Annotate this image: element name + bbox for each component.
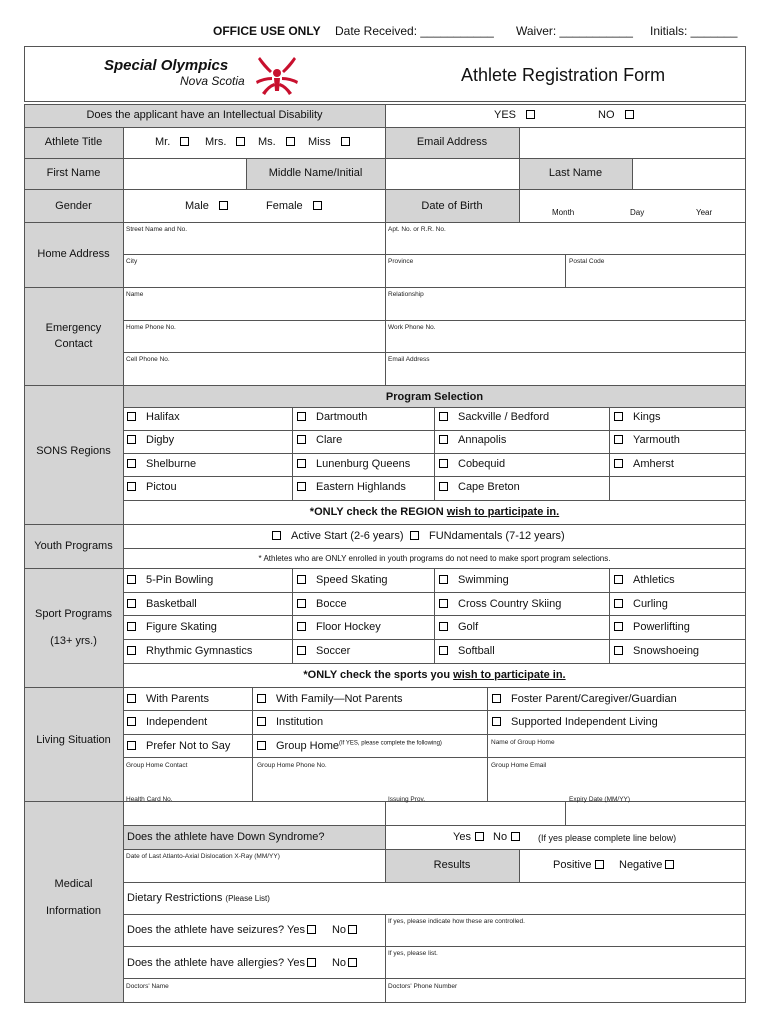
title-mr-option[interactable]: Mr. xyxy=(155,136,189,148)
checkbox[interactable] xyxy=(313,201,322,210)
sport-label: Athletics xyxy=(633,574,675,586)
down-note: (If yes please complete line below) xyxy=(538,833,677,843)
checkbox[interactable] xyxy=(614,622,623,631)
checkbox[interactable] xyxy=(219,201,228,210)
living-institution-option[interactable]: Institution xyxy=(257,716,323,728)
region-option[interactable] xyxy=(614,434,680,446)
checkbox[interactable] xyxy=(614,646,623,655)
intellectual-no-option[interactable]: NO xyxy=(598,109,634,121)
region-option[interactable] xyxy=(297,434,342,446)
athlete-title-label: Athlete Title xyxy=(44,136,103,148)
seizures-control-field[interactable]: If yes, please indicate how these are controlled. xyxy=(388,918,525,925)
sport-label: Soccer xyxy=(316,645,351,658)
dob-month-label: Month xyxy=(552,208,575,217)
checkbox[interactable] xyxy=(127,646,136,655)
expiry-date-field[interactable]: Expiry Date (MM/YY) xyxy=(569,796,631,803)
sport-option[interactable] xyxy=(127,598,197,610)
region-label: Sackville / Bedford xyxy=(458,411,550,423)
checkbox[interactable] xyxy=(236,137,245,146)
group-home-name-field[interactable]: Name of Group Home xyxy=(491,739,555,746)
title-mrs-option[interactable]: Mrs. xyxy=(205,136,245,148)
emergency-contact-label-1: Emergency xyxy=(45,322,102,334)
emergency-home-phone-field[interactable]: Home Phone No. xyxy=(126,324,176,331)
date-received-field[interactable]: Date Received: ___________ xyxy=(335,24,494,38)
checkbox[interactable] xyxy=(614,412,623,421)
sport-label: Figure Skating xyxy=(146,621,217,634)
region-option[interactable] xyxy=(439,434,506,446)
region-option[interactable] xyxy=(127,434,174,446)
checkbox[interactable] xyxy=(492,694,501,703)
checkbox[interactable] xyxy=(127,694,136,703)
region-option[interactable] xyxy=(297,411,367,423)
region-label: Digby xyxy=(146,434,175,447)
doctor-name-field[interactable]: Doctors' Name xyxy=(126,983,169,990)
region-label: Pictou xyxy=(146,480,177,493)
region-note: *ONLY check the REGION wish to participate in. xyxy=(309,506,560,518)
down-no-option[interactable]: No xyxy=(493,831,520,843)
checkbox[interactable] xyxy=(127,599,136,608)
seizures-question[interactable]: Does the athlete have seizures? Yes No xyxy=(127,924,357,936)
intellectual-disability-question: Does the applicant have an Intellectual Disability xyxy=(86,109,323,121)
logo-text-special-olympics: Special Olympics xyxy=(104,57,229,74)
youth-fundamentals-option[interactable]: FUNdamentals (7-12 years) xyxy=(410,530,565,542)
region-option[interactable] xyxy=(127,458,196,470)
group-home-phone-field[interactable]: Group Home Phone No. xyxy=(257,762,327,769)
province-field-label[interactable]: Province xyxy=(388,258,414,265)
group-home-contact-field[interactable]: Group Home Contact xyxy=(126,762,188,769)
sport-label: Curling xyxy=(633,597,668,610)
checkbox[interactable] xyxy=(297,482,306,491)
youth-programs-label: Youth Programs xyxy=(34,540,113,552)
down-syndrome-question: Does the athlete have Down Syndrome? xyxy=(127,831,325,843)
sport-label: Rhythmic Gymnastics xyxy=(146,645,253,658)
checkbox[interactable] xyxy=(348,958,357,967)
dob-day-label: Day xyxy=(630,208,645,217)
sport-option[interactable] xyxy=(297,621,381,633)
sport-note: *ONLY check the sports you wish to participate in. xyxy=(303,669,566,681)
allergies-list-field[interactable]: If yes, please list. xyxy=(388,950,438,957)
initials-field[interactable]: Initials: _______ xyxy=(650,24,738,38)
region-label: Cobequid xyxy=(458,457,506,470)
date-of-birth-label: Date of Birth xyxy=(421,200,483,212)
sport-option[interactable] xyxy=(297,645,350,657)
waiver-field[interactable]: Waiver: ___________ xyxy=(516,24,633,38)
gender-male-option[interactable]: Male xyxy=(185,200,228,212)
checkbox[interactable] xyxy=(625,110,634,119)
checkbox[interactable] xyxy=(348,925,357,934)
results-label: Results xyxy=(433,859,471,871)
checkbox[interactable] xyxy=(439,575,448,584)
sport-option[interactable] xyxy=(297,574,388,586)
gender-female-option[interactable]: Female xyxy=(266,200,322,212)
emergency-cell-phone-field[interactable]: Cell Phone No. xyxy=(126,356,170,363)
dob-year-label: Year xyxy=(696,208,713,217)
office-use-label: OFFICE USE ONLY xyxy=(213,24,321,38)
sport-option[interactable] xyxy=(614,621,690,633)
youth-note: * Athletes who are ONLY enrolled in youth programs do not need to make sport program selections. xyxy=(258,554,611,563)
living-with-parents-option[interactable]: With Parents xyxy=(127,693,209,705)
sport-label: Softball xyxy=(458,645,495,658)
checkbox[interactable] xyxy=(439,412,448,421)
results-negative-option[interactable]: Negative xyxy=(619,859,674,871)
medical-label-1: Medical xyxy=(54,878,93,890)
last-name-label: Last Name xyxy=(548,167,603,179)
region-option[interactable] xyxy=(439,458,505,470)
checkbox[interactable] xyxy=(614,435,623,444)
checkbox[interactable] xyxy=(297,599,306,608)
checkbox[interactable] xyxy=(127,622,136,631)
street-field-label[interactable]: Street Name and No. xyxy=(126,226,188,233)
middle-name-label: Middle Name/Initial xyxy=(268,167,363,179)
sport-option[interactable] xyxy=(439,621,478,633)
region-label: Lunenburg Queens xyxy=(316,457,411,470)
sport-option[interactable] xyxy=(614,574,675,586)
sport-label: Snowshoeing xyxy=(633,645,700,658)
logo-text-nova-scotia: Nova Scotia xyxy=(180,74,245,88)
checkbox[interactable] xyxy=(297,435,306,444)
region-option[interactable] xyxy=(127,481,177,493)
living-foster-option[interactable]: Foster Parent/Caregiver/Guardian xyxy=(492,693,677,705)
checkbox[interactable] xyxy=(307,958,316,967)
checkbox[interactable] xyxy=(297,622,306,631)
checkbox[interactable] xyxy=(307,925,316,934)
region-label: Amherst xyxy=(633,457,674,470)
region-label: Clare xyxy=(316,434,343,447)
sport-label: Golf xyxy=(458,621,479,634)
checkbox[interactable] xyxy=(127,412,136,421)
region-label: Yarmouth xyxy=(633,434,680,447)
last-name-field[interactable] xyxy=(633,159,745,188)
doctor-phone-field[interactable]: Doctors' Phone Number xyxy=(388,983,458,990)
results-positive-option[interactable]: Positive xyxy=(553,859,604,871)
checkbox[interactable] xyxy=(595,860,604,869)
allergies-question[interactable]: Does the athlete have allergies? Yes No xyxy=(127,957,357,969)
checkbox[interactable] xyxy=(511,832,520,841)
emergency-relationship-field[interactable]: Relationship xyxy=(388,291,424,298)
xray-date-field[interactable]: Date of Last Atlanto-Axial Dislocation X-Ray (MM/YY) xyxy=(126,853,280,860)
email-address-label: Email Address xyxy=(416,136,488,148)
checkbox[interactable] xyxy=(127,741,136,750)
checkbox[interactable] xyxy=(439,459,448,468)
checkbox[interactable] xyxy=(127,717,136,726)
region-option[interactable] xyxy=(127,411,180,423)
email-address-field[interactable] xyxy=(520,128,745,157)
sport-option[interactable] xyxy=(439,645,495,657)
region-option[interactable] xyxy=(614,458,674,470)
checkbox[interactable] xyxy=(439,435,448,444)
checkbox[interactable] xyxy=(665,860,674,869)
postal-code-field-label[interactable]: Postal Code xyxy=(569,258,605,265)
checkbox[interactable] xyxy=(439,622,448,631)
sport-programs-label-2: (13+ yrs.) xyxy=(50,635,97,647)
group-home-email-field[interactable]: Group Home Email xyxy=(491,762,547,769)
sport-label: Speed Skating xyxy=(316,574,388,586)
home-address-label: Home Address xyxy=(37,248,110,260)
program-selection-heading: Program Selection xyxy=(385,391,484,403)
sport-label: Cross Country Skiing xyxy=(458,597,562,610)
checkbox[interactable] xyxy=(341,137,350,146)
sport-label: 5-Pin Bowling xyxy=(146,574,214,586)
checkbox[interactable] xyxy=(475,832,484,841)
checkbox[interactable] xyxy=(180,137,189,146)
middle-name-field[interactable] xyxy=(386,159,518,188)
checkbox[interactable] xyxy=(439,599,448,608)
issuing-prov-field[interactable]: Issuing Prov. xyxy=(388,796,426,803)
sport-label: Basketball xyxy=(146,597,197,610)
city-field-label[interactable]: City xyxy=(126,258,138,265)
sport-option[interactable] xyxy=(127,574,213,586)
checkbox[interactable] xyxy=(614,599,623,608)
region-label: Halifax xyxy=(146,411,180,423)
checkbox[interactable] xyxy=(127,575,136,584)
youth-active-start-option[interactable]: Active Start (2-6 years) xyxy=(272,530,403,542)
sport-option[interactable] xyxy=(297,598,347,610)
checkbox[interactable] xyxy=(492,717,501,726)
living-group-home-option[interactable]: Group Home$^{(If YES, please complete the following)}$ xyxy=(257,740,442,752)
checkbox[interactable] xyxy=(614,459,623,468)
checkbox[interactable] xyxy=(127,459,136,468)
sport-option[interactable] xyxy=(439,598,561,610)
checkbox[interactable] xyxy=(127,435,136,444)
living-with-family-option[interactable]: With Family—Not Parents xyxy=(257,693,403,705)
sport-programs-label-1: Sport Programs xyxy=(34,608,113,620)
living-situation-label: Living Situation xyxy=(36,734,111,746)
region-label: Annapolis xyxy=(458,434,507,447)
checkbox[interactable] xyxy=(297,646,306,655)
dietary-restrictions-label[interactable]: Dietary Restrictions (Please List) xyxy=(127,892,270,904)
intellectual-yes-option[interactable]: YES xyxy=(494,109,535,121)
apt-field-label[interactable]: Apt. No. or R.R. No. xyxy=(388,226,446,233)
sport-option[interactable] xyxy=(614,598,668,610)
down-yes-option[interactable]: Yes xyxy=(453,831,484,843)
emergency-work-phone-field[interactable]: Work Phone No. xyxy=(388,324,436,331)
sport-option[interactable] xyxy=(439,574,509,586)
checkbox[interactable] xyxy=(410,531,419,540)
sport-label: Bocce xyxy=(316,597,347,610)
first-name-label: First Name xyxy=(46,167,101,179)
living-supported-option[interactable]: Supported Independent Living xyxy=(492,716,658,728)
sons-regions-label: SONS Regions xyxy=(36,445,111,457)
checkbox[interactable] xyxy=(297,412,306,421)
region-option[interactable] xyxy=(297,481,406,493)
shade-medical-col xyxy=(24,801,123,1003)
medical-label-2: Information xyxy=(45,905,102,917)
region-option[interactable] xyxy=(297,458,410,470)
checkbox[interactable] xyxy=(439,482,448,491)
sport-label: Powerlifting xyxy=(633,621,690,634)
region-label: Shelburne xyxy=(146,457,197,470)
first-name-field[interactable] xyxy=(124,159,245,188)
sport-option[interactable] xyxy=(127,645,252,657)
region-option[interactable] xyxy=(614,411,661,423)
emergency-name-field[interactable]: Name xyxy=(126,291,144,298)
region-label: Eastern Highlands xyxy=(316,480,406,493)
checkbox[interactable] xyxy=(127,482,136,491)
checkbox[interactable] xyxy=(257,717,266,726)
region-label: Cape Breton xyxy=(458,480,520,493)
health-card-field[interactable]: Health Card No. xyxy=(126,796,173,803)
checkbox[interactable] xyxy=(286,137,295,146)
emergency-email-field[interactable]: Email Address xyxy=(388,356,430,363)
title-miss-option[interactable]: Miss xyxy=(308,136,350,148)
checkbox[interactable] xyxy=(297,459,306,468)
title-ms-option[interactable]: Ms. xyxy=(258,136,295,148)
special-olympics-logo-icon xyxy=(252,51,302,97)
sport-option[interactable] xyxy=(127,621,217,633)
checkbox[interactable] xyxy=(272,531,281,540)
checkbox[interactable] xyxy=(439,646,448,655)
region-option[interactable] xyxy=(439,411,549,423)
form-title: Athlete Registration Form xyxy=(461,65,666,85)
region-label: Kings xyxy=(633,411,661,423)
sport-label: Floor Hockey xyxy=(316,621,381,634)
sport-option[interactable] xyxy=(614,645,699,657)
region-label: Dartmouth xyxy=(316,411,368,423)
region-option[interactable] xyxy=(439,481,520,493)
living-independent-option[interactable]: Independent xyxy=(127,716,207,728)
sport-label: Swimming xyxy=(458,574,509,586)
living-prefer-not-option[interactable]: Prefer Not to Say xyxy=(127,740,230,752)
gender-label: Gender xyxy=(55,200,92,212)
checkbox[interactable] xyxy=(526,110,535,119)
checkbox[interactable] xyxy=(297,575,306,584)
emergency-contact-label-2: Contact xyxy=(54,338,93,350)
checkbox[interactable] xyxy=(257,694,266,703)
checkbox[interactable] xyxy=(257,741,266,750)
checkbox[interactable] xyxy=(614,575,623,584)
